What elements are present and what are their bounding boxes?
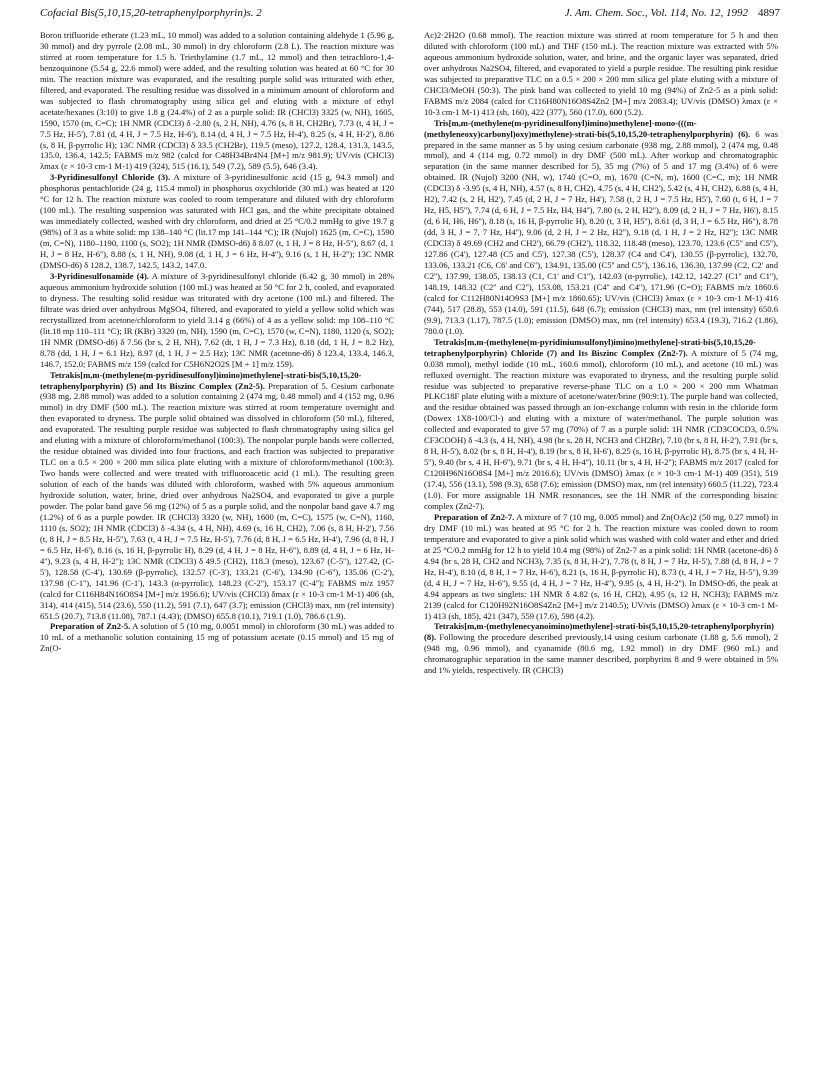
journal-citation (565, 7, 780, 19)
intro-paragraph: Boron trifluoride etherate (1.23 mL, 10 mmol) was added to a solution containing aldehyde 1 (5.96 g, 30 mmol) and dry pyrrole (2.08 mL, 30 mmol) in dry chloroform (2.8 L). The reaction mixture was stirred at room temperature for 1.5 h. Triethylamine (1.7 mL, 12 mmol) and then tetrachloro-1,4-benzoquinone (5.54 g, 22.6 mmol) were added, and the resulting solution was heated at 60 °C for 30 min. The reaction mixture was evaporated, and the resulting purple solid was triturated with ether, filtered, and evaporated. The resulting residue was dissolved in a minimum amount of chloroform and was subjected to flash chromatography using silica gel and eluting with a mixture of ethyl acetate/hexanes (3:10) to give 1.8 g (24.4%) of 2 as a purple solid: IR (CHCl3) 3325 (w, NH), 1605, 1590, 1570 (m, C=C); 1H NMR (CDCl3) δ -2.80 (s, 2 H, NH), 4.76 (s, 8 H, CH2Br), 7.73 (t, 4 H, J = 7.5 Hz, H-5'), 7.81 (d, 4 H, J = 7.5 Hz, H-6'), 8.14 (d, 4 H, J = 7.5 Hz, H-4'), 8.25 (s, 4 H, H-2'), 8.86 (s, 8 H, β-pyrrolic H); 13C NMR (CDCl3) δ 33.5 (CH2Br), 119.5 (meso), 127.2, 128.4, 131.3, 143.5, 135.0, 136.4, 142.5; FABMS m/z 982 (calcd for C48H34Br4N4 [M+] m/z 981.9); UV/vis (CHCl3) λmax (ε × 10-3 cm-1 M-1) 419 (324), 515 (16.1), 549 (7.2), 589 (5.5), 646 (3.4). (40, 30, 394, 172)
paragraph-title: Tetrakis[m,m-(methylenecyanoimino)methylene]-strati-bis(5,10,15,20-tetraphenylporphyrin) (8). (424, 621, 775, 643)
paragraph-title: Tris[m,m-(methylene(m-pyridinesulfonyl)imino)methylene]-mono-(((m-(methyleneoxy)carbonyl)oxy)methylene)-strati-bis(5,10,15,20-tetraphenylporphyrin) (6). (424, 117, 751, 139)
paragraph-title: Tetrakis[m,m-(methylene(m-pyridiniumsulfonyl)imino)methylene]-strati-bis(5,10,15,20-tetraphenylporphyrin) Chloride (7) and Its Biszinc Complex (Zn2-7). (424, 336, 756, 358)
paragraph-tetrakis-5 (40, 370, 394, 622)
paragraph-body: Following the procedure described previously,14 using cesium carbonate (1.88 g, 5.6 mmol), 2 (948 mg, 0.96 mmol), and cyanamide (80.6 mg, 1.92 mmol) in dry DMF (960 mL) and chromatographic separation in the same manner described, porphyrins 8 and 9 were obtained in 5% and 1% yields, respectively. IR (CHCl3) (424, 632, 778, 676)
paragraph-tetrakis-7 (424, 337, 778, 512)
paragraph-title: 3-Pyridinesulfonamide (4). (50, 270, 149, 281)
right-column (424, 30, 778, 1060)
paragraph-title: Preparation of Zn2-5. (50, 621, 131, 632)
paragraph-body: A mixture of 7 (10 mg, 0.005 mmol) and Zn(OAc)2 (50 mg, 0.27 mmol) in dry DMF (10 mL) was heated at 95 °C for 2 h. The reaction mixture was cooled down to room temperature and evaporated to give a pink solid which was washed with cold water and ether and dried at 25 °C/0.2 mmHg for 12 h to yield 10.4 mg (98%) of Zn2-7 as a pink solid: 1H NMR (acetone-d6) δ 4.94 (br s, 28 H, CH2 and NCH3), 7.35 (s, 8 H, H-2'), 7.78 (t, 8 H, J = 7 Hz, H-5'), 7.88 (d, 8 H, J = 7 Hz, H-4'), 8.10 (d, 8 H, J = 7 Hz, H-6'), 8.21 (s, 16 H, β-pyrrolic H), 8.73 (t, 4 H, J = 7 Hz, H-5''), 9.39 (d, 4 H, J = 7 Hz, H-6''), 9.55 (d, 4 H, J = 7 Hz, H-4''), 9.95 (s, 4 H, H-2''). In DMSO-d6, the peak at 4.94 appears as two singlets: 1H NMR δ 4.82 (s, 16 H, CH2), 4.95 (s, 12 H, NCH3); FABMS m/z 2139 (calcd for C120H92N16O8S4Zn2 [M+] m/z 2140.5); UV/vis (DMSO) λmax (ε × 10-3 cm-1 M-1) 413 (sh, 185), 421 (347), 559 (17.6), 598 (4.2). (424, 511, 778, 621)
paragraph-cyano-8 (424, 621, 778, 676)
paragraph-body: A mixture of 3-pyridinesulfonic acid (15 g, 94.3 mmol) and phosphorus pentachloride (24 g, 115.4 mmol) in phosphorus oxychloride (30 mL) was heated at 120 °C for 12 h. The reaction mixture was cooled to room temperature and diluted with dry chloroform (100 mL). The resulting suspension was saturated with HCl gas, and the white precipitate obtained was immediately collected, washed with dry chloroform, and dried at 25 °C/0.2 mmHg to give 19.7 g (98%) of 3 as a white solid: mp 138–140 °C (lit.17 mp 141–144 °C); IR (Nujol) 1625 (m, C=C), 1590 (m, C=N), 1180–1190, 1100 (s, SO2); 1H NMR (DMSO-d6) δ 8.07 (t, 1 H, J = 8 Hz, H-5''), 8.67 (d, 1 H, J = 8 Hz, H-6''), 8.88 (s, 1 H, NH), 9.08 (d, 1 H, J = 6 Hz, H-4''), 9.16 (s, 1 H, H-2''); 13C NMR (DMSO-d6) δ 128.2, 138.7, 142.5, 143.2, 147.0. (40, 172, 394, 271)
paragraph-body: Preparation of 5. Cesium carbonate (938 mg, 2.88 mmol) was added to a solution containing 2 (474 mg, 0.48 mmol) and 4 (152 mg, 0.96 mmol) in dry DMF (500 mL). The reaction mixture was stirred at room temperature overnight and then evaporated to dryness. The purple solid obtained was dissolved in chloroform (50 mL), filtered, and evaporated. The resulting purple residue was subjected to flash chromatography using silica gel and eluting with a mixture of chloroform/methanol (100:3). The nonpolar purple bands were collected, the residue obtained was divided into four fractions, and each fraction was subjected to preparative TLC on a 0.5 × 200 × 200 mm silica plate eluting with a mixture of chloroform/methanol (100:3). Two bands were collected and were treated with trifluoroacetic acid (1 mL). The resulting green solution of each of the bands was diluted with chloroform, washed with 5% aqueous ammonium hydroxide solution, water, brine, dried over anhydrous Na2SO4, and evaporated to give a purple powder. The polar band gave 56 mg (12%) of 5 as a purple solid, and the nonpolar band gave 4.7 mg (1.2%) of 6 as a purple powder. IR (CHCl3) 3320 (w, NH), 1600 (m, C=C), 1575 (w, C=N), 1160, 1110 (s, SO2); 1H NMR (CDCl3) δ -4.34 (s, 4 H, NH), 4.69 (s, 16 H, CH2), 7.06 (s, 8 H, H-2'), 7.56 (t, 8 H, J = 8.5 Hz, H-5''), 7.63 (t, 4 H, J = 7.5 Hz, H-5'), 7.76 (d, 8 H, J = 6.5 Hz, H-4'), 7.96 (d, 8 H, J = 6.5 Hz, H-6'), 8.16 (s, 16 H, β-pyrrolic H), 8.29 (d, 4 H, J = 8 Hz, H-6''), 8.89 (d, 4 H, J = 6 Hz, H-4''), 9.23 (s, 4 H, H-2''); 13C NMR (CDCl3) δ 49.5 (CH2), 118.3 (meso), 123.67 (C-5''), 127.42, (C-5'), 128.58 (C-4'), 130.69 (β-pyrrolic), 132.57 (C-3'), 133.21 (C-6'), 134.90 (C-6''), 135.06 (C-2'), 137.98 (C-1''), 141.96 (C-1'), 143.3 (α-pyrrolic), 148.23 (C-2''), 153.17 (C-4''); FABMS m/z 1957 (calcd for C116H84N16O8S4 [M+] m/z 1956.6); UV/vis (CHCl3) δmax (ε × 10-3 cm-1 M-1) 406 (sh, 314), 414 (415), 514 (23.6), 550 (11.2), 591 (7.1), 647 (3.7); emission (CHCl3) max, nm (rel intensity) 651.5 (20.7), 713.8 (11.08), 787.1 (4.43); (DMSO) 655.8 (10.1), 719.1 (1.0), 786.6 (1.9). (40, 380, 394, 621)
continuation-paragraph: Ac)2·2H2O (0.68 mmol). The reaction mixture was stirred at room temperature for 5 h and then diluted with chloroform (100 mL) and THF (150 mL). The reaction mixture was extracted with 5% aqueous ammonium hydroxide solution, water, and brine, and the organic layer was separated, dried over anhydrous Na2SO4, filtered, and evaporated to yield a purple residue. The resulting pink residue was subjected to preparative TLC on a 0.5 × 200 × 200 mm silica gel plate eluting with a mixture of CHCl3/MeOH (50:3). The pink band was collected to yield 10 mg (94%) of Zn2-5 as a pink solid: FABMS m/z 2084 (calcd for C116H80N16O8S4Zn2 [M+] m/z 2083.4); UV/vis (DMSO) λmax (ε × 10-3 cm-1 M-1) 413 (sh, 160), 422 (377), 560 (17.0), 600 (5.2). (424, 30, 778, 117)
paragraph-body: A mixture of 3-pyridinesulfonyl chloride (6.42 g, 30 mmol) in 28% aqueous ammonium hydroxide solution (100 mL) was heated at 50 °C for 2 h, cooled, and evaporated to dryness. The resulting solid residue was triturated with dry acetone (100 mL) and filtered. The filtrate was dried over anhydrous MgSO4, filtered, and evaporated to yield a yellow solid which was recrystallized from acetone/chloroform to yield 3.14 g (66%) of 4 as a yellow solid: mp 108–110 °C (lit.18 mp 110–111 °C); IR (KBr) 3320 (m, NH), 1590 (m, C=C), 1570 (w, C=N), 1180, 1120 (s, SO2); 1H NMR (DMSO-d6) δ 7.56 (br s, 2 H, NH), 7.62 (dt, 1 H, J = 7.3 Hz), 8.18 (dd, 1 H, J = 8.2 Hz), 8.78 (dd, 1 H, J = 6.1 Hz), 8.97 (d, 1 H, J = 2.5 Hz); 13C NMR (acetone-d6) δ 123.4, 133.4, 146.3, 146.7, 152.0; FABMS m/z 159 (calcd for C5H6N2O2S [M + 1] m/z 159). (40, 270, 394, 369)
left-column (40, 30, 394, 1060)
paragraph-title: 3-Pyridinesulfonyl Chloride (3). (50, 172, 171, 183)
paragraph-body: A mixture of 5 (74 mg, 0.038 mmol), methyl iodide (10 mL, 160.6 mmol), chloroform (10 mL), and acetone (10 mL) was refluxed overnight. The reaction mixture was evaporated to dryness, and the resulting purple solid residue was subjected to preparative reverse-phase TLC on a 1.0 × 200 × 200 mm Whatman PLKC18F plate eluting with a mixture of acetone/water/brine (90:9:1). The purple band was collected, and the residue obtained was passed through an ion-exchange column with resin in the chloride form (Dowex 1X8-100/Cl-) and eluting with a mixture of water/methanol. The purple solution was collected and evaporated to give 57 mg (70%) of 7 as a purple solid: 1H NMR (CD3COCD3, 0.5% CF3COOH) δ -4.3 (s, 4 H, NH), 4.98 (br s, 28 H, NCH3 and CH2Br), 7.10 (br s, 8 H, H-2'), 7.91 (br s, 8 H, H-5'), 8.02 (br s, 8 H, H-4'), 8.19 (br s, 8 H, H-6'), 8.25 (s, 16 H, β-pyrrolic H), 8.75 (br s, 4 H, H-5''), 9.40 (br s, 4 H, H-6''), 9.71 (br s, 4 H, H-4''), 10.11 (br s, 4 H, H-2''); FABMS m/z 2017 (calcd for C120H96N16O8S4 [M+] m/z 2016.6); UV/vis (DMSO) λmax (ε × 10-3 cm-1 M-1) 409 (351), 519 (17.4), 556 (13.1), 598 (9.3), 658 (7.6); emission (DMSO) max, nm (rel intensity) 660.5 (11.22), 723.4 (1.0). For more assignable 1H NMR resonances, see the 1H NMR of the corresponding biszinc complex (Zn2-7). (424, 347, 778, 511)
paragraph-body: A solution of 5 (10 mg, 0.0051 mmol) in chloroform (30 mL) was added to 10 mL of a methanolic solution containing 15 mg of potassium acetate (0.15 mmol) and 15 mg of Zn(O- (40, 621, 394, 654)
paragraph-body: 6 was prepared in the same manner as 5 by using cesium carbonate (938 mg, 2.88 mmol), 2 (474 mg, 0.48 mmol), and 4 (114 mg, 0.72 mmol) in dry DMF (500 mL). After workup and chromatographic separation (in the same manner described for 5), 35 mg (7%) of 5 and 17 mg (3.4%) of 6 were obtained. IR (Nujol) 3200 (NH, w), 1740 (C=O, m), 1670 (C=N, m), 1600 (C=C, m); 1H NMR (CDCl3) δ -3.95 (s, 4 H, NH), 4.57 (s, 8 H, CH2), 4.75 (s, 4 H, CH2'), 5.42 (s, 4 H, CH2), 6.88 (s, 4 H, H2), 7.42 (s, 2 H, H2'), 7.45 (d, 2 H, J = 7 Hz, H4'), 7.58 (t, 2 H, J = 7.5 Hz, H5'), 7.60 (t, 6 H, J = 7 Hz, H5, H5''), 7.74 (d, 6 H, J = 7.5 Hz, H4, H4''), 7.80 (s, 2 H, H2''), 8.09 (d, 2 H, J = 7 Hz, H6'), 8.15 (d, 6 H, H6, H6''), 8.18 (s, 16 H, β-pyrrolic H), 8.20 (t, 3 H, H5''), 8.61 (d, 3 H, J = 6.5 Hz, H6''), 8.78 (dd, 3 H, J = 7, 7 Hz, H4''), 9.06 (d, 2 H, J = 2 Hz, H2''), 9.18 (d, 1 H, J = 2 Hz, H2''); 13C NMR (CDCl3) δ 49.69 (CH2 and CH2'), 66.79 (CH2'), 118.32, 118.48 (meso), 123.70, 123.6 (C5'' and C5''), 127.86 (C4'), 127.48 (C5 and C5'), 127.38 (C5'), 128.37 (C4 and C4'), 130.55 (β-pyrrolic), 132.70, 133.06, 133.21 (C6, C6' and C6''), 134.91, 135.00 (C5'' and C5''), 136.16, 136.30, 137.99 (C2, C2' and C2''), 137.99, 138.05, 138.13 (C1, C1' and C1''), 142.03 (α-pyrrolic), 142.12, 142.27 (C1'' and C1''), 148.19, 148.32 (C2'' and C2''), 153.08, 153.21 (C4'' and C4''), 171.96 (C=O); FABMS m/z 1860.6 (calcd for C112H80N14O9S3 [M+] m/z 1860.65); UV/vis (CHCl3) λmax (ε × 10-3 cm-1 M-1) 416 (744), 517 (28.8), 553 (14.0), 591 (11.5), 648 (6.7); emission (CHCl3) max, nm (rel intensity) 650.6 (9.9), 713.3 (1.17), 787.5 (1.0); emission (DMSO) max, nm (rel intensity) 653.4 (19.3), 716.2 (1.86), 780.0 (1.0). (424, 128, 778, 336)
paragraph-tris-6 (424, 118, 778, 337)
paragraph-chloride (40, 172, 394, 271)
page-number: 4897 (758, 7, 780, 19)
paragraph-title: Tetrakis[m,m-(methylene(m-pyridinesulfonyl)imino)methylene]-strati-bis(5,10,15,20-tetraphenylporphyrin) (5) and Its Biszinc Complex (Zn2-5). (40, 369, 362, 391)
paragraph-zn2-7 (424, 512, 778, 622)
paragraph-amide (40, 271, 394, 370)
running-title: Cofacial Bis(5,10,15,20-tetraphenylporphyrin)s. 2 (40, 7, 262, 19)
running-header (40, 7, 780, 23)
paragraph-title: Preparation of Zn2-7. (434, 511, 515, 522)
paragraph-zn2-5 (40, 621, 394, 654)
journal-name: J. Am. Chem. Soc., Vol. 114, No. 12, 1992 (564, 7, 748, 19)
